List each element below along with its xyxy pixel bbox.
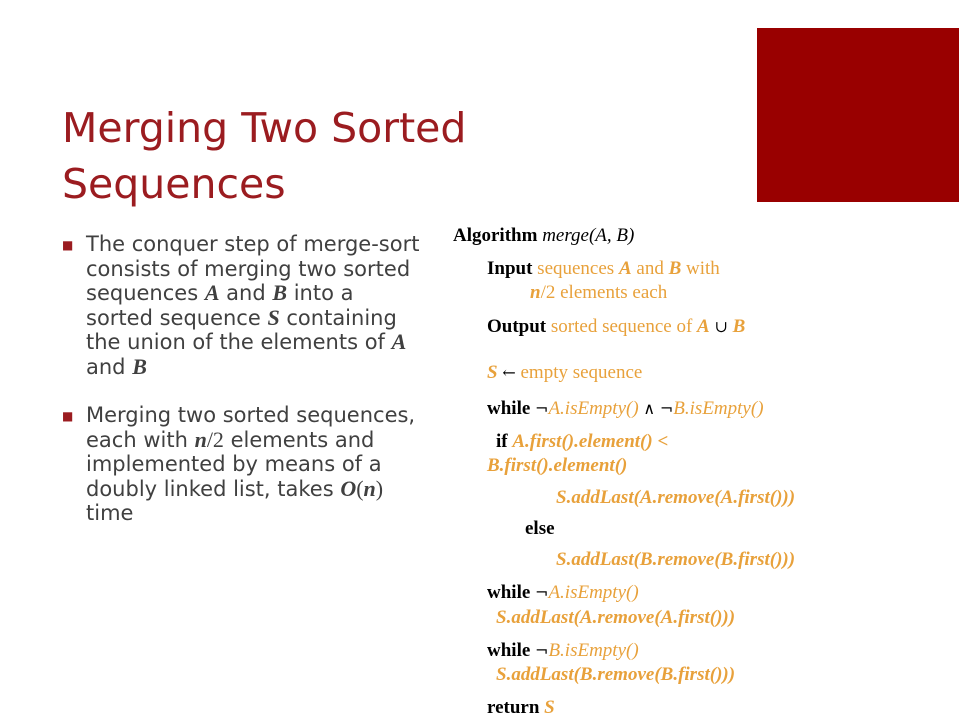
var-S: S (544, 697, 555, 718)
algo-while-body-3 (496, 664, 735, 686)
output-text: sorted sequence of (550, 316, 698, 337)
not-symbol: ¬ (535, 641, 549, 660)
not-symbol: ¬ (659, 399, 674, 418)
bullet-text: time (86, 501, 134, 525)
cond-a-empty: A.isEmpty() (548, 398, 639, 419)
keyword-else: else (525, 518, 555, 539)
algo-stmt-addA (556, 487, 795, 509)
left-arrow-icon: ← (502, 363, 516, 382)
bullet-text: and (219, 281, 273, 305)
algo-input-line (487, 258, 720, 280)
keyword-input: Input (487, 258, 533, 279)
algo-return-line (487, 697, 555, 719)
bullet-text: and (86, 354, 133, 379)
statement-add-a: S.addLast(A.remove(A.first())) (496, 607, 736, 628)
math-div: /2 (540, 282, 556, 303)
bullet-text: elements and implemented by means of a doubly linked list, takes (86, 427, 382, 501)
algo-stmt-addB (556, 549, 795, 571)
slide-title: Merging Two Sorted Sequences (62, 104, 467, 208)
and-symbol: ∧ (643, 399, 656, 418)
var-S: S (487, 362, 498, 383)
cond-b-empty: B.isEmpty() (548, 640, 639, 661)
cond-b-empty: B.isEmpty() (673, 398, 764, 419)
algo-else-line (525, 518, 555, 540)
var-A: A (618, 258, 632, 279)
not-symbol: ¬ (535, 399, 549, 418)
assign-text: empty sequence (520, 362, 643, 383)
cond-a-empty: A.isEmpty() (548, 582, 639, 603)
algo-output-line (487, 316, 745, 338)
bullet-text: Merging two sorted sequences, each with (86, 403, 416, 452)
bullet-text: into a sorted sequence (86, 281, 354, 330)
algo-while-line-3 (487, 640, 639, 662)
keyword-return: return (487, 697, 540, 718)
if-condition: A.first().element() < (512, 431, 669, 452)
keyword-while: while (487, 640, 531, 661)
bullet-text: The conquer step of merge-sort consists of merging two sorted sequences (86, 232, 420, 305)
union-symbol: ∪ (714, 317, 728, 336)
var-B: B (668, 258, 682, 279)
var-B: B (272, 280, 288, 305)
algo-input-line-2 (530, 282, 667, 304)
var-n: n (530, 282, 541, 303)
var-B: B (132, 353, 147, 379)
algo-assign-line (487, 362, 642, 384)
if-condition-2: B.first().element() (487, 455, 628, 476)
bullet-text: containing the union of the elements of (86, 305, 397, 354)
var-n: n (363, 475, 376, 501)
keyword-while: while (487, 582, 531, 603)
bullet-square-icon: ■ (62, 409, 74, 423)
statement-add-b: S.addLast(B.remove(B.first())) (556, 549, 796, 570)
algo-if-line (496, 431, 668, 453)
keyword-output: Output (487, 316, 547, 337)
algo-signature: merge(A, B) (542, 225, 635, 246)
var-B: B (732, 316, 746, 337)
var-S: S (267, 304, 280, 330)
keyword-while: while (487, 398, 531, 419)
statement-add-b: S.addLast(B.remove(B.first())) (496, 664, 736, 685)
var-A: A (391, 329, 407, 354)
input-text: elements each (555, 282, 668, 303)
input-text: sequences (537, 258, 619, 279)
keyword-algorithm: Algorithm (453, 225, 538, 246)
input-text: and (631, 258, 669, 279)
algo-while-body-2 (496, 607, 735, 629)
statement-add-a: S.addLast(A.remove(A.first())) (556, 487, 796, 508)
algo-header (453, 225, 634, 247)
algo-if-line-2 (487, 455, 627, 477)
var-A: A (697, 316, 710, 337)
math-div: /2 (206, 426, 224, 452)
bullet-square-icon: ■ (62, 238, 74, 252)
algo-while-line-2 (487, 582, 639, 604)
math-paren: ( (356, 475, 364, 501)
keyword-if: if (496, 431, 508, 452)
not-symbol: ¬ (535, 583, 549, 602)
var-n: n (194, 426, 207, 452)
math-paren: ) (375, 475, 384, 501)
var-A: A (204, 280, 220, 305)
input-text: with (681, 258, 720, 279)
algo-while-line-1 (487, 398, 764, 420)
var-O: O (340, 475, 357, 501)
